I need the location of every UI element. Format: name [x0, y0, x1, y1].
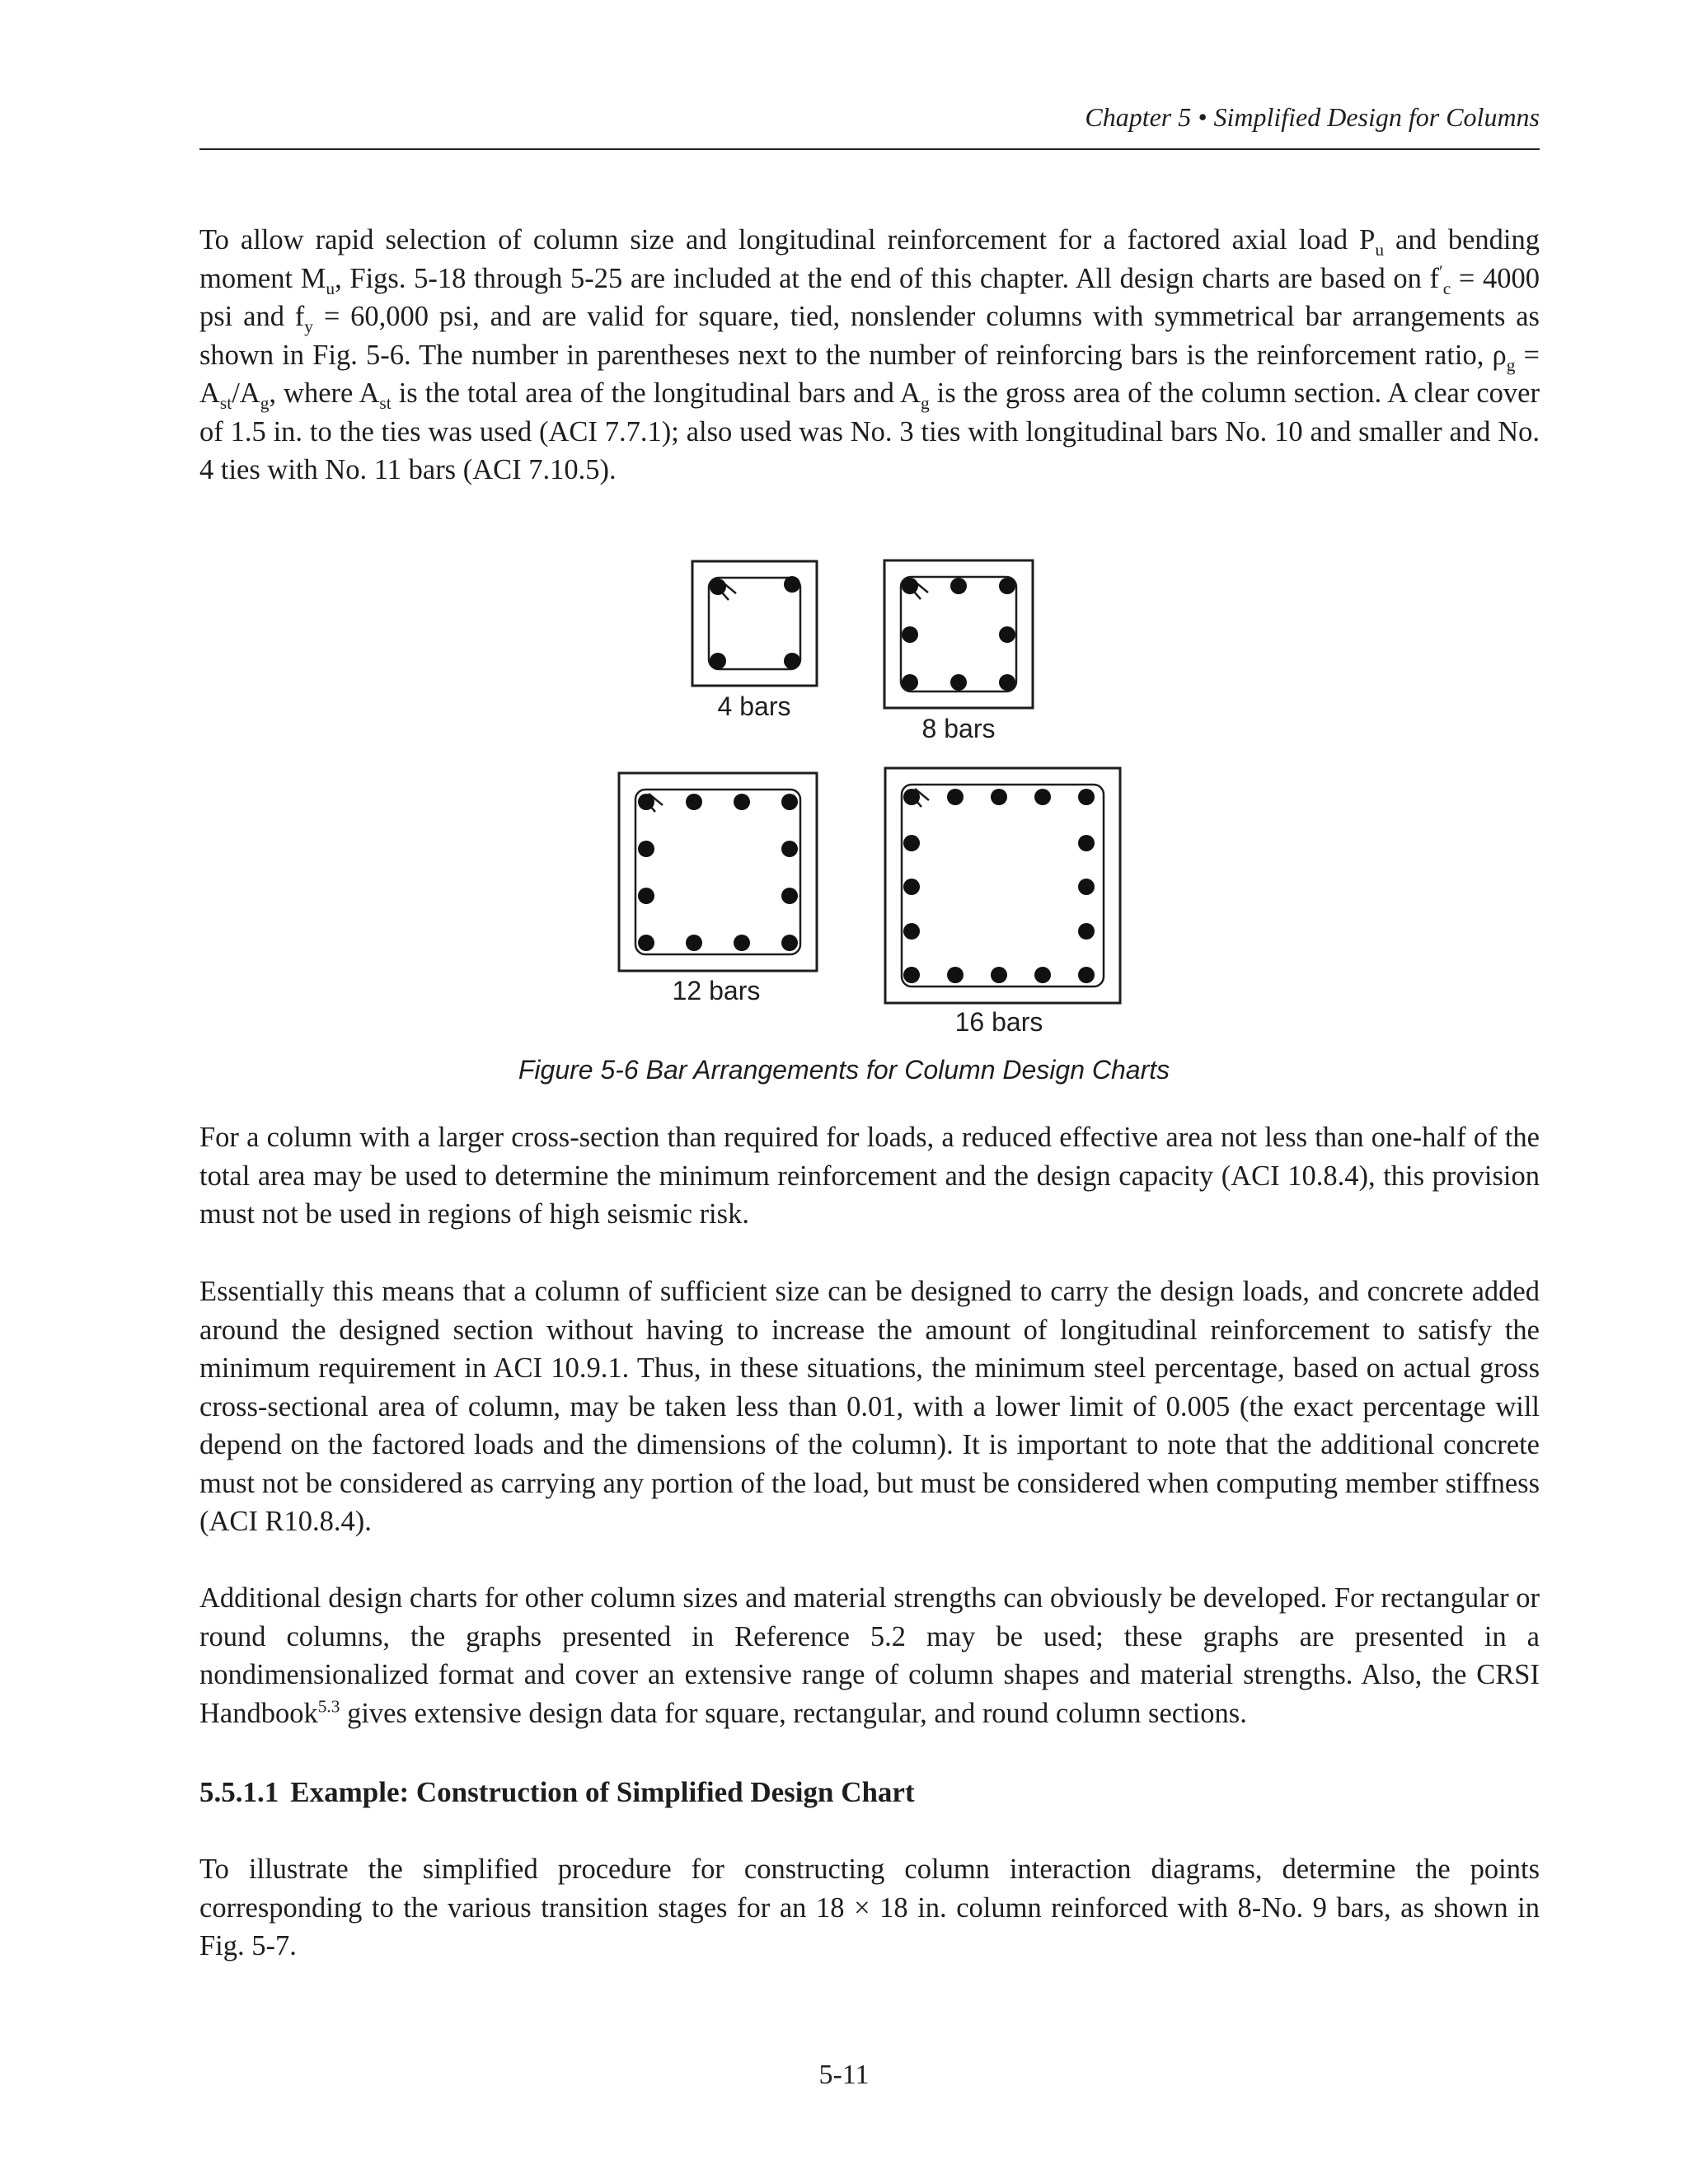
page-number: 5-11: [818, 2060, 870, 2090]
label-8-bars: 8 bars: [921, 714, 996, 743]
figure-caption: Figure 5-6 Bar Arrangements for Column Design Charts: [518, 1055, 1170, 1085]
fc-prime-symbol: $f'_c$: [1429, 261, 1451, 298]
label-16-bars: 16 bars: [954, 1007, 1043, 1037]
section-heading: 5.5.1.1 Example: Construction of Simplified Design Chart: [199, 1776, 915, 1808]
label-12-bars: 12 bars: [672, 976, 761, 1005]
section-4-bars: [692, 561, 817, 686]
section-12-bars: [619, 773, 817, 971]
bar-arrangement-figure: [0, 0, 1688, 1055]
chapter-title: Chapter 5 • Simplified Design for Columns: [1085, 102, 1540, 132]
paragraph-reduced-effective-area: For a column with a larger cross-section than required for loads, a reduced effective area not less than one-half of the total area may be used to determine the minimum reinforcement and the design capacity (ACI 10.8.4), this provision must not be used in regions of high seismic risk.: [199, 1122, 1540, 1230]
section-8-bars: [884, 560, 1033, 708]
paragraph-example-intro: To illustrate the simplified procedure for constructing column interaction diagrams, determine the points corresponding to the various transition stages for an 18 × 18 in. column reinforced with 8-No. 9 bars, as shown in Fig. 5-7.: [199, 1854, 1540, 1961]
paragraph-minimum-steel: Essentially this means that a column of sufficient size can be designed to carry the design loads, and concrete added around the designed section without having to increase the amount of longitudinal reinforcement to satisfy the minimum requirement in ACI 10.9.1. Thus, in these situations, the minimum steel percentage, based on actual gross cross-sectional area of column, may be taken less than 0.01, with a lower limit of 0.005 (the exact percentage will depend on the factored loads and the dimensions of the column). It is important to note that the additional concrete must not be considered as carrying any portion of the load, but must be considered when computing member stiffness (ACI R10.8.4).: [199, 1276, 1540, 1537]
section-16-bars: [885, 768, 1120, 1003]
paragraph-additional-charts: Additional design charts for other column sizes and material strengths can obviously be developed. For rectangular or round columns, the graphs presented in Reference 5.2 may be used; these graphs are presented in a nondimensionalized format and cover an extensive range of column shapes and material strengths. Also, the CRSI Handbook$^{5.3}$ gives extensive design data for square, rectangular, and round column sections.: [199, 1582, 1540, 1729]
paragraph-design-charts-intro: To allow rapid selection of column size and longitudinal reinforcement for a factored axial load $P_u$ and bending moment $M_u$, Figs. 5-18 through 5-25 are included at the end of this chapter. All design charts are based on $f'_c = 4000$ psi and $f_y = 60,000$ psi, and are valid for square, tied, nonslender columns with symmetrical bar arrangements as shown in Fig. 5-6. The number in parentheses next to the number of reinforcing bars is the reinforcement ratio, $\rho_g = A_{st}/A_g$, where $A_{st}$ is the total area of the longitudinal bars and $A_g$ is the gross area of the column section. A clear cover of 1.5 in. to the ties was used (ACI 7.7.1); also used was No. 3 ties with longitudinal bars No. 10 and smaller and No. 4 ties with No. 11 bars (ACI 7.10.5).: [199, 224, 1540, 485]
label-4-bars: 4 bars: [717, 691, 791, 721]
